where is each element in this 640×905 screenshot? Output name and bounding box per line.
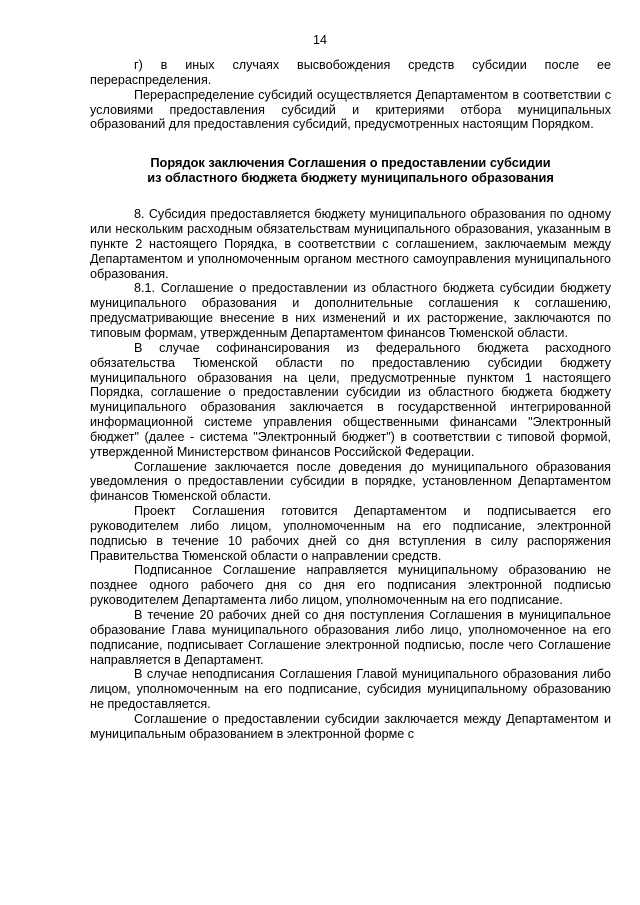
paragraph-signed-agreement: Подписанное Соглашение направляется муниципальному образованию не позднее одного рабочего дня со дня его подписания электронной подписью руководителем Департамента либо лицом, уполномоченным на его подписание. <box>90 563 611 608</box>
page-number: 14 <box>313 33 327 47</box>
paragraph-electronic-form: Соглашение о предоставлении субсидии заключается между Департаментом и муниципальным образованием в электронной форме с <box>90 711 611 741</box>
paragraph-agreement-conclusion: Соглашение заключается после доведения до муниципального образования уведомления о предоставлении субсидии в порядке, установленном Департаментом финансов Тюменской области. <box>90 459 611 504</box>
section-heading-line-1: Порядок заключения Соглашения о предоставлении субсидии <box>150 155 551 171</box>
section-heading-line-2: из областного бюджета бюджету муниципального образования <box>147 170 554 186</box>
paragraph-not-signed: В случае неподписания Соглашения Главой муниципального образования либо лицом, уполномоченным на его подписание, субсидия муниципальному образованию не предоставляется. <box>90 667 611 712</box>
paragraph-point-8-1: 8.1. Соглашение о предоставлении из областного бюджета субсидии бюджету муниципального образования и дополнительные соглашения к соглашению, предусматривающие внесение в них изменений и их расторжение, заключаются по типовым формам, утвержденным Департаментом финансов Тюменской области. <box>90 281 611 340</box>
paragraph-cofinancing: В случае софинансирования из федерального бюджета расходного обязательства Тюменской области по предоставлению субсидии бюджету муниципального образования на цели, предусмотренные пунктом 1 настоящего Порядка, соглашение о предоставлении субсидии из областного бюджета бюджету муниципального образования заключается в государственной интегрированной информационной системе управления общественными финансами "Электронный бюджет" (далее - система "Электронный бюджет") в соответствии с типовой формой, утвержденной Министерством финансов Российской Федерации. <box>90 340 611 459</box>
document-body <box>90 58 611 742</box>
paragraph-20-working-days: В течение 20 рабочих дней со дня поступления Соглашения в муниципальное образование Глава муниципального образования либо лицо, уполномоченное на его подписание, подписывает Соглашение электронной подписью, после чего Соглашение направляется в Департамент. <box>90 608 611 667</box>
section-heading <box>90 155 611 185</box>
paragraph-subpoint-g: г) в иных случаях высвобождения средств субсидии после ее перераспределения. <box>90 58 611 87</box>
paragraph-draft-agreement: Проект Соглашения готовится Департаментом и подписывается его руководителем либо лицом, уполномоченным на его подписание, электронной подписью в течение 10 рабочих дней со дня вступления в силу распоряжения Правительства Тюменской области о направлении средств. <box>90 504 611 563</box>
paragraph-point-8: 8. Субсидия предоставляется бюджету муниципального образования по одному или нескольким расходным обязательствам муниципального образования, указанным в пункте 2 настоящего Порядка, в соответствии с соглашением, заключаемым между Департаментом и уполномоченным органом местного самоуправления муниципального образования. <box>90 207 611 281</box>
paragraph-redistribution: Перераспределение субсидий осуществляется Департаментом в соответствии с условиями предоставления субсидий и критериями отбора муниципальных образований для предоставления субсидий, предусмотренных настоящим Порядком. <box>90 87 611 132</box>
